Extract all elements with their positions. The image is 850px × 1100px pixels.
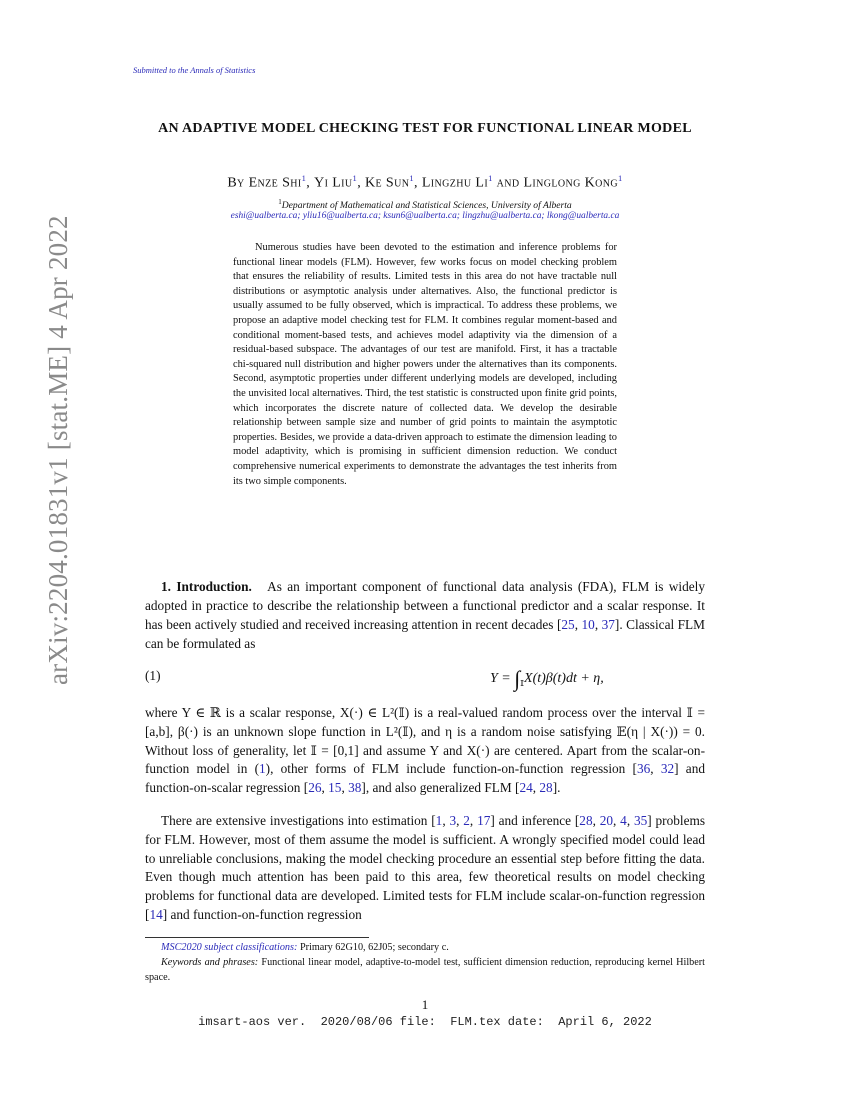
para3-text: ] problems for FLM. However, most of them assume the model is sufficient. A wrongly specified model could lead to unreliable conclusions, making the model checking procedure an essential step before fitting the data. Even though much attention has been paid to this area, few theoretical results on model checking problems for functional data are developed. Limited tests for FLM include scalar-on-function regression [ <box>145 813 705 922</box>
para3-text: ] and inference [ <box>490 813 580 828</box>
intro-text-end: ]. Classical FLM can be formulated as <box>145 617 705 651</box>
arxiv-id-text: arXiv:2204.01831v1 [stat.ME] 4 Apr 2022 <box>43 215 73 685</box>
citation-link[interactable]: 36 <box>636 761 651 777</box>
affiliation-mark: 1 <box>278 198 282 206</box>
para2-text: where Y ∈ ℝ is a scalar response, X(·) ∈ L²(𝕀) is a real-valued random process over the interval 𝕀 = [a,b], β(·) is an unknown slope function in L²(𝕀), and η is a random noise satisfying 𝔼(η | X(·)) = 0. Without loss of generality, let 𝕀 = [0,1] and assume Y and X(·) are centered. Apart from the scalar-on-function model in ( <box>145 705 705 777</box>
citation-link[interactable]: 26 <box>308 780 322 796</box>
citation-link[interactable]: 17 <box>477 813 491 828</box>
author-separator: , <box>414 175 422 191</box>
build-metadata: imsart-aos ver. 2020/08/06 file: FLM.tex date: April 6, 2022 <box>198 1015 652 1029</box>
journal-note: Submitted to the Annals of Statistics <box>133 65 256 75</box>
author-name: Ke Sun <box>365 175 410 191</box>
author-name: Enze Shi <box>248 175 302 191</box>
para2-text: ] and function-on-scalar regression [ <box>145 761 705 796</box>
author-affil-mark[interactable]: 1 <box>301 173 307 183</box>
msc-footnote <box>145 941 705 956</box>
affiliation <box>145 196 705 212</box>
citation-link[interactable]: 4 <box>620 813 627 828</box>
author-separator: , <box>357 175 366 191</box>
citation-link[interactable]: 25 <box>561 617 575 632</box>
equation-ref-link[interactable]: 1 <box>259 761 266 777</box>
author-name: Lingzhu Li <box>421 175 489 191</box>
citation-link[interactable]: 24 <box>519 780 533 796</box>
author-affil-mark[interactable]: 1 <box>409 173 415 183</box>
intro-text: As an important component of functional data analysis (FDA), FLM is widely adopted in practice to describe the relationship between a functional predictor and a scalar response. It has been actively studied and received increasing attention in recent decades [ <box>145 579 706 632</box>
author-line <box>145 173 705 192</box>
author-separator: , <box>306 175 315 191</box>
abstract: Numerous studies have been devoted to the estimation and inference problems for functional linear models (FLM). However, few works focus on model checking problem that ensures the reliability of results. Limited tests in this area do not have tractable null distributions or asymptotic analysis under alternatives. Also, the functional predictor is usually assumed to be fully observed, which is impractical. To address these problems, we propose an adaptive model checking test for FLM. It combines regular moment-based and conditional moment-based tests, and achieves model adaptivity via the dimension of a residual-based subspace. The advantages of our test are manifold. First, it has a tractable chi-squared null distribution and higher powers under the alternatives than its components. Second, asymptotic properties under different underlying models are developed, including the unvisited local alternatives. Third, the test statistic is constructed upon finite grid points, which incorporates the discrete nature of collected data. We develop the desirable relationship between sample size and number of grid points to maintain the asymptotic properties. Besides, we provide a data-driven approach to estimate the dimension leading to model adaptivity, which is promising in sufficient dimension reduction. We conduct comprehensive numerical experiments to demonstrate the advantages the test inherits from its two simple components. <box>233 242 617 487</box>
citation-link[interactable]: 32 <box>660 761 675 777</box>
by-label: By <box>227 175 245 191</box>
msc-text: Primary 62G10, 62J05; secondary c. <box>297 942 449 953</box>
citation-link[interactable]: 28 <box>579 813 593 828</box>
citation-link[interactable]: 2 <box>463 813 470 828</box>
author-separator: and <box>492 175 524 191</box>
equation-body <box>490 666 604 692</box>
citation-link[interactable]: 20 <box>599 813 614 828</box>
paper-title: AN ADAPTIVE MODEL CHECKING TEST FOR FUNCTIONAL LINEAR MODEL <box>158 121 692 136</box>
equation-label: (1) <box>145 668 161 683</box>
keywords-text: Functional linear model, adaptive-to-model test, sufficient dimension reduction, reproducing kernel Hilbert space. <box>145 956 706 983</box>
integral-domain: 𝕀 <box>520 678 525 688</box>
para3-text: ] and function-on-function regression <box>162 906 362 922</box>
equation-rhs: X(t)β(t)dt + η, <box>524 671 604 686</box>
citation-link[interactable]: 28 <box>539 780 553 796</box>
citation-link[interactable]: 37 <box>601 617 615 632</box>
citation-link[interactable]: 15 <box>328 780 342 796</box>
author-affil-mark[interactable]: 1 <box>488 173 493 183</box>
author-affil-mark[interactable]: 1 <box>618 173 623 183</box>
introduction-paragraph: 1. Introduction. As an important component of functional data analysis (FDA), FLM is widely adopted in practice to describe the relationship between a functional predictor and a scalar response. It has been actively studied and received increasing attention in recent decades [25, 10, 37]. Classical FLM can be formulated as <box>145 579 706 651</box>
literature-paragraph: There are extensive investigations into estimation [1, 3, 2, 17] and inference [28, 20, 4, 35] problems for FLM. However, most of them assume the model is sufficient. A wrongly specified model could lead to unreliable conclusions, making the model checking procedure an essential step before fitting the data. Even though much attention has been paid to this area, few theoretical results on model checking problems for functional data are developed. Limited tests for FLM include scalar-on-function regression [14] and function-on-function regression <box>145 813 705 922</box>
para2-text: ], and also generalized FLM [ <box>361 780 520 796</box>
para3-text: There are extensive investigations into estimation [ <box>161 813 436 828</box>
citation-link[interactable]: 1 <box>435 813 443 828</box>
footnote-divider <box>145 937 369 938</box>
para2-text: ]. <box>552 780 561 796</box>
msc-label-link[interactable]: MSC2020 subject classifications: <box>161 942 298 953</box>
author-emails[interactable]: eshi@ualberta.ca; yliu16@ualberta.ca; ksun6@ualberta.ca; lingzhu@ualberta.ca; lkong@ualberta.ca <box>230 211 620 221</box>
equation-1 <box>145 664 705 694</box>
section-number: 1. <box>161 579 171 594</box>
footnotes <box>145 941 705 985</box>
citation-link[interactable]: 38 <box>348 780 362 796</box>
citation-link[interactable]: 3 <box>449 813 457 828</box>
author-affil-mark[interactable]: 1 <box>352 173 358 183</box>
page-number: 1 <box>421 997 429 1012</box>
affiliation-text: Department of Mathematical and Statistical Sciences, University of Alberta <box>281 200 572 212</box>
citation-link[interactable]: 35 <box>633 813 648 828</box>
para2-text: ), other forms of FLM include function-on-function regression [ <box>265 761 637 777</box>
author-name: Linglong Kong <box>523 175 619 191</box>
citation-link[interactable]: 10 <box>581 617 595 632</box>
arxiv-side-identifier <box>0 215 73 690</box>
author-name: Yi Liu <box>314 175 353 191</box>
citation-link[interactable]: 14 <box>149 906 163 922</box>
keywords-label: Keywords and phrases: <box>161 956 259 968</box>
equation-lhs: Y = <box>490 671 515 686</box>
section-title: Introduction. <box>176 579 252 594</box>
keywords-footnote <box>145 956 705 986</box>
model-description-paragraph: where Y ∈ ℝ is a scalar response, X(·) ∈ L²(𝕀) is a real-valued random process over the interval 𝕀 = [a,b], β(·) is an unknown slope function in L²(𝕀), and η is a random noise satisfying 𝔼(η | X(·)) = 0. Without loss of generality, let 𝕀 = [0,1] and assume Y and X(·) are centered. Apart from the scalar-on-function model in (1), other forms of FLM include function-on-function regression [36, 32] and function-on-scalar regression [26, 15, 38], and also generalized FLM [24, 28]. <box>145 705 705 796</box>
integral-sign: ∫ <box>514 666 521 691</box>
